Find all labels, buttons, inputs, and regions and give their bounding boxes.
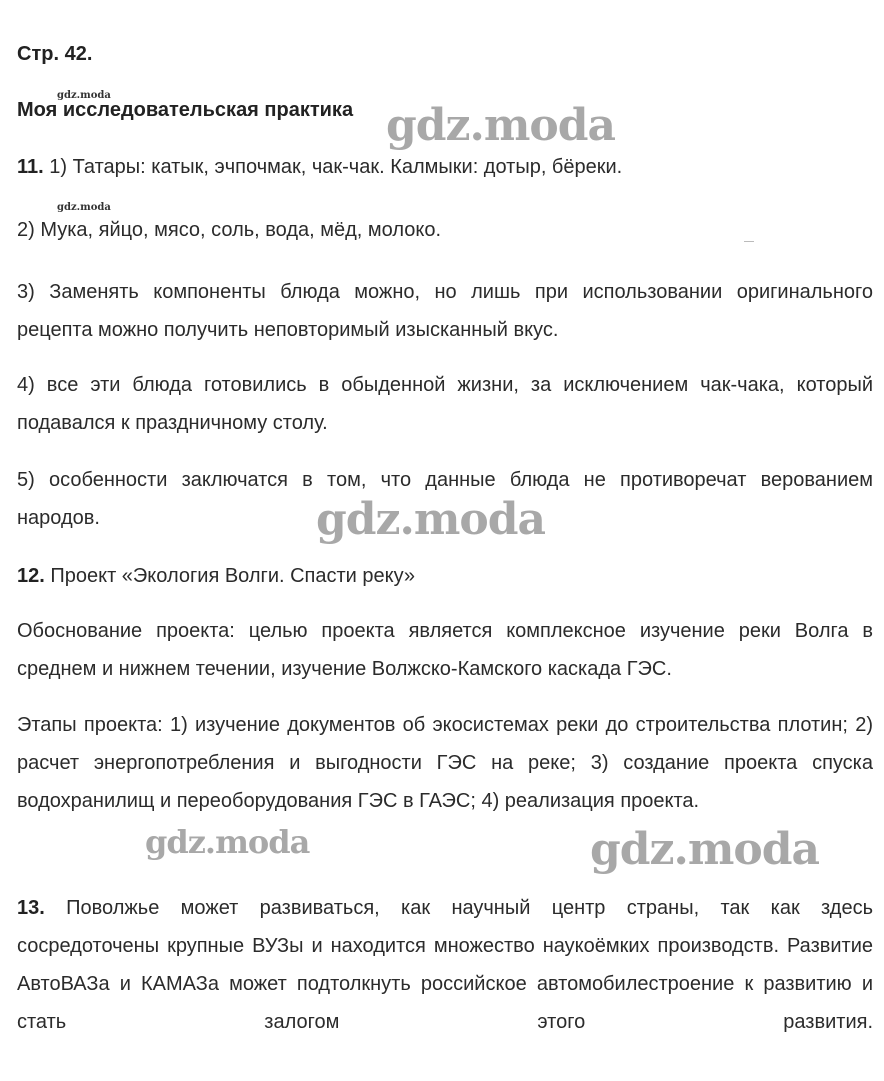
task-11-item-2: 2) Мука, яйцо, мясо, соль, вода, мёд, молоко. — [17, 219, 442, 241]
task-11-item-4: 4) все эти блюда готовились в обыденной жизни, за исключением чак-чака, который подавался к праздничному столу. — [17, 374, 873, 434]
task-11-item-5: 5) особенности заключатся в том, что данные блюда не противоречат верованием народов. — [17, 469, 873, 529]
task-12-stages: Этапы проекта: 1) изучение документов об экосистемах реки до строительства плотин; 2) расчет энергопотребления и выгодности ГЭС на реке; 3) создание проекта спуска водохранилищ и переоборудования ГЭС в ГАЭС; 4) реализация проекта. — [17, 714, 873, 812]
watermark-small: gdz.moda — [57, 90, 111, 101]
page-header: Стр. 42. — [17, 43, 93, 65]
watermark-small: gdz.moda — [57, 202, 111, 213]
stray-mark — [744, 241, 754, 242]
task-13-text: 13. Поволжье может развиваться, как научный центр страны, так как здесь сосредоточены крупные ВУЗы и находится множество наукоёмких производств. Развитие АвтоВАЗа и КАМАЗа может подтолкнуть российское автомобилестроение к развитию и стать залогом этого развития. — [17, 897, 873, 1033]
task-11-item-3: 3) Заменять компоненты блюда можно, но лишь при использовании оригинального рецепта можно получить неповторимый изысканный вкус. — [17, 281, 873, 341]
watermark-large: gdz.moda — [386, 100, 616, 151]
task-number: 11. — [17, 156, 44, 178]
watermark-medium: gdz.moda — [145, 823, 310, 861]
watermark-large: gdz.moda — [590, 824, 820, 875]
watermark-large: gdz.moda — [316, 494, 546, 545]
task-12-justification: Обоснование проекта: целью проекта является комплексное изучение реки Волга в среднем и нижнем течении, изучение Волжско-Камского каскада ГЭС. — [17, 620, 873, 680]
task-12-title: 12. Проект «Экология Волги. Спасти реку» — [17, 565, 415, 587]
task-number: 12. — [17, 565, 45, 587]
task-number: 13. — [17, 897, 45, 919]
section-title: Моя исследовательская практика — [17, 99, 354, 121]
task-11-item-1: 11. 1) Татары: катык, эчпочмак, чак-чак. Калмыки: дотыр, бёреки. — [17, 156, 623, 178]
